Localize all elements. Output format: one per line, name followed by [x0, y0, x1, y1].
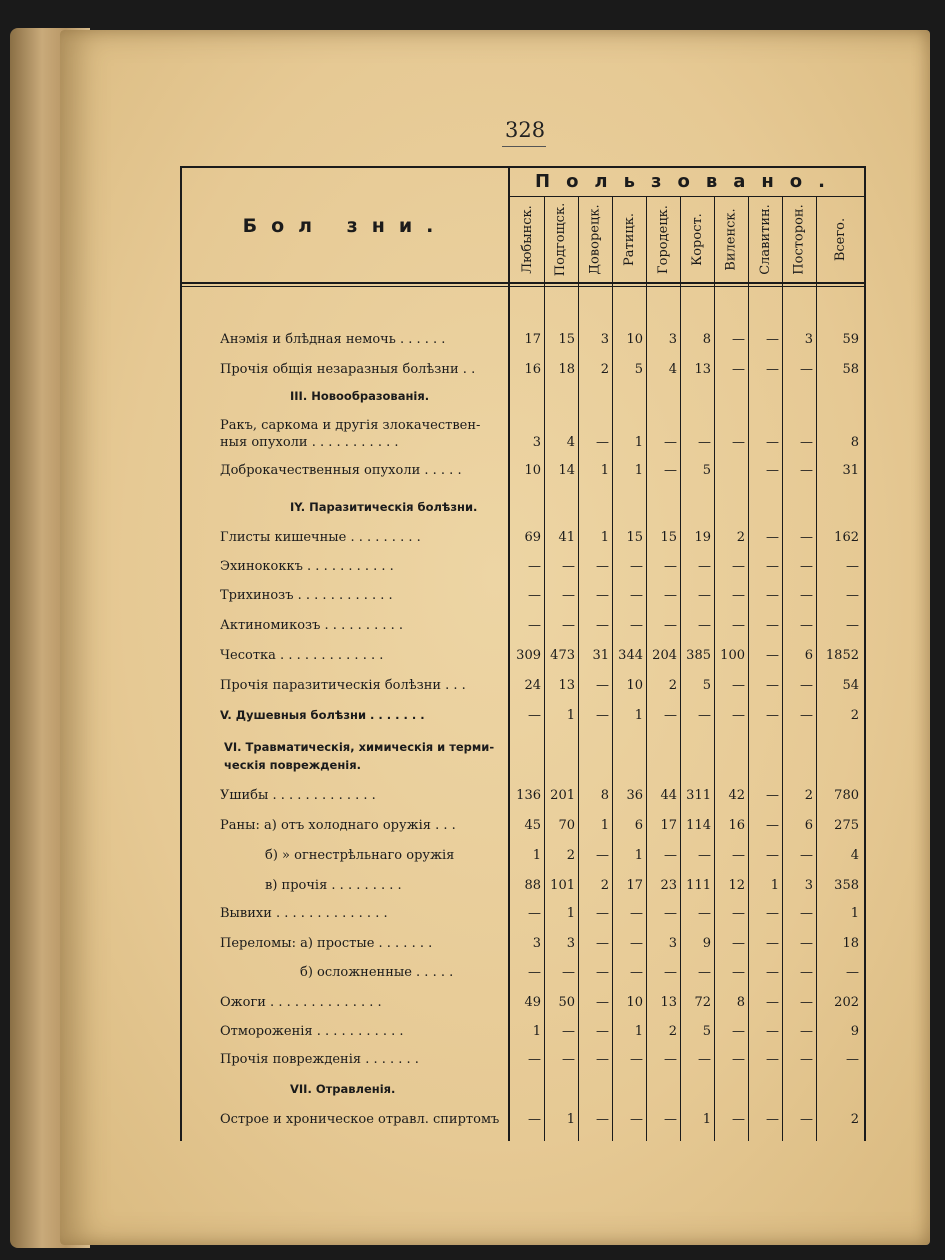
value-cell: —	[766, 906, 779, 921]
value-cell: —	[732, 588, 745, 603]
value-cell: 3	[804, 878, 813, 893]
value-cell: 72	[694, 995, 711, 1010]
value-cell: 18	[558, 362, 575, 377]
value-cell: 3	[532, 936, 541, 951]
row-label: Чесотка . . . . . . . . . . . . .	[220, 648, 384, 663]
value-cell: 2	[600, 362, 609, 377]
value-cell: —	[732, 618, 745, 633]
value-cell: 2	[668, 1024, 677, 1039]
value-cell: —	[800, 708, 813, 723]
page-number: 328	[505, 118, 546, 142]
value-cell: 2	[668, 678, 677, 693]
value-cell: 1	[600, 530, 609, 545]
value-cell: —	[766, 965, 779, 980]
value-cell: —	[630, 906, 643, 921]
column-header-label: Ратицк.	[621, 212, 637, 266]
row-label: Прочія поврежденія . . . . . . .	[220, 1052, 419, 1067]
value-cell: —	[528, 1112, 541, 1127]
value-cell: —	[528, 1052, 541, 1067]
value-cell: 49	[524, 995, 541, 1010]
statistics-table	[180, 166, 866, 1141]
value-cell: 6	[804, 818, 813, 833]
row-label: Трихинозъ . . . . . . . . . . . .	[220, 588, 393, 603]
value-cell: —	[630, 1052, 643, 1067]
value-cell: —	[630, 618, 643, 633]
page-number-rule	[502, 146, 546, 147]
column-header-label: Всего.	[833, 217, 849, 261]
row-label: Эхинококкъ . . . . . . . . . . .	[220, 559, 394, 574]
column-header	[748, 196, 782, 282]
value-cell: —	[732, 965, 745, 980]
value-cell: 15	[558, 332, 575, 347]
value-cell: —	[596, 1024, 609, 1039]
column-header-label: Посторон.	[791, 203, 807, 275]
value-cell: —	[732, 435, 745, 450]
value-cell: —	[596, 995, 609, 1010]
total-cell: 202	[834, 995, 859, 1010]
total-cell: 8	[850, 435, 859, 450]
row-label-line2: ныя опухоли . . . . . . . . . . .	[220, 435, 399, 450]
value-cell: 16	[524, 362, 541, 377]
value-cell: 1	[634, 1024, 643, 1039]
column-header-label: Виленск.	[723, 207, 739, 271]
header-bottom-rule	[180, 282, 866, 284]
value-cell: —	[766, 1052, 779, 1067]
section-heading: VI. Травматическія, химическія и терми-	[224, 740, 495, 754]
value-cell: 2	[566, 848, 575, 863]
value-cell: —	[698, 1052, 711, 1067]
value-cell: 88	[524, 878, 541, 893]
value-cell: —	[766, 1112, 779, 1127]
total-cell: —	[846, 1052, 859, 1067]
total-cell: 162	[834, 530, 859, 545]
value-cell: —	[800, 530, 813, 545]
value-cell: —	[766, 435, 779, 450]
table-right-rule	[864, 166, 866, 1141]
value-cell: 50	[558, 995, 575, 1010]
value-cell: —	[596, 559, 609, 574]
value-cell: —	[800, 618, 813, 633]
value-cell: 5	[702, 1024, 711, 1039]
value-cell: —	[800, 559, 813, 574]
total-cell: 9	[850, 1024, 859, 1039]
column-header-label: Славитин.	[757, 203, 773, 275]
value-cell: —	[766, 559, 779, 574]
value-cell: —	[766, 588, 779, 603]
value-cell: —	[800, 362, 813, 377]
value-cell: 6	[634, 818, 643, 833]
value-cell: —	[766, 788, 779, 803]
column-header-label: Любынск.	[519, 204, 535, 274]
value-cell: —	[766, 848, 779, 863]
total-cell: 4	[850, 848, 859, 863]
value-cell: 204	[652, 648, 677, 663]
column-header	[680, 196, 714, 282]
value-cell: —	[732, 1112, 745, 1127]
value-cell: 201	[550, 788, 575, 803]
value-cell: —	[664, 588, 677, 603]
value-cell: —	[800, 848, 813, 863]
value-cell: —	[800, 463, 813, 478]
value-cell: 3	[532, 435, 541, 450]
row-label: Отмороженія . . . . . . . . . . .	[220, 1024, 404, 1039]
value-cell: 17	[626, 878, 643, 893]
value-cell: —	[528, 559, 541, 574]
value-cell: 1	[532, 848, 541, 863]
value-cell: —	[596, 965, 609, 980]
value-cell: 5	[634, 362, 643, 377]
section-heading-line2: ческія поврежденія.	[224, 758, 361, 772]
label-column-rule	[508, 166, 510, 1141]
value-cell: —	[732, 708, 745, 723]
value-cell: 5	[702, 463, 711, 478]
value-cell: —	[698, 906, 711, 921]
value-cell: 10	[626, 995, 643, 1010]
value-cell: 8	[702, 332, 711, 347]
column-header	[714, 196, 748, 282]
value-cell: —	[630, 588, 643, 603]
value-cell: 1	[634, 848, 643, 863]
value-cell: 8	[736, 995, 745, 1010]
value-cell: —	[732, 1024, 745, 1039]
row-label: Ожоги . . . . . . . . . . . . . .	[220, 995, 382, 1010]
value-cell: —	[800, 906, 813, 921]
diseases-header	[180, 176, 510, 276]
value-cell: 1	[532, 1024, 541, 1039]
value-cell: 10	[524, 463, 541, 478]
value-cell: 6	[804, 648, 813, 663]
value-cell: 17	[660, 818, 677, 833]
value-cell: 9	[702, 936, 711, 951]
value-cell: —	[562, 618, 575, 633]
value-cell: 2	[804, 788, 813, 803]
section-heading: III. Новообразованія.	[290, 389, 430, 403]
value-cell: 14	[558, 463, 575, 478]
value-cell: 69	[524, 530, 541, 545]
value-cell: —	[800, 1052, 813, 1067]
value-cell: 2	[736, 530, 745, 545]
total-cell: 275	[834, 818, 859, 833]
value-cell: 8	[600, 788, 609, 803]
value-cell: —	[630, 965, 643, 980]
value-cell: 1	[566, 708, 575, 723]
value-cell: —	[664, 559, 677, 574]
value-cell: —	[596, 678, 609, 693]
value-cell: —	[766, 362, 779, 377]
value-cell: —	[664, 965, 677, 980]
value-cell: —	[596, 618, 609, 633]
total-cell: —	[846, 965, 859, 980]
value-cell: 31	[592, 648, 609, 663]
value-cell: —	[698, 848, 711, 863]
value-cell: —	[766, 1024, 779, 1039]
value-cell: —	[562, 1052, 575, 1067]
value-cell: —	[596, 906, 609, 921]
value-cell: —	[698, 588, 711, 603]
used-group-header: Пользовано.	[535, 170, 841, 192]
total-cell: 2	[850, 708, 859, 723]
column-header	[782, 196, 816, 282]
column-header	[816, 196, 866, 282]
value-cell: 473	[550, 648, 575, 663]
value-cell: 3	[804, 332, 813, 347]
value-cell: —	[766, 530, 779, 545]
value-cell: —	[766, 936, 779, 951]
value-cell: —	[596, 936, 609, 951]
section-heading: VII. Отравленія.	[290, 1082, 396, 1096]
value-cell: 17	[524, 332, 541, 347]
value-cell: —	[698, 708, 711, 723]
value-cell: 15	[660, 530, 677, 545]
value-cell: 16	[728, 818, 745, 833]
row-label: Ушибы . . . . . . . . . . . . .	[220, 788, 376, 803]
value-cell: —	[732, 332, 745, 347]
value-cell: —	[766, 995, 779, 1010]
value-cell: —	[698, 618, 711, 633]
value-cell: —	[664, 618, 677, 633]
value-cell: 23	[660, 878, 677, 893]
value-cell: 114	[686, 818, 711, 833]
column-header-label: Городецк.	[655, 204, 671, 274]
section-heading: IY. Паразитическія болѣзни.	[290, 500, 478, 514]
value-cell: 4	[566, 435, 575, 450]
row-label: Прочія паразитическія болѣзни . . .	[220, 678, 466, 693]
value-cell: 5	[702, 678, 711, 693]
value-cell: 2	[600, 878, 609, 893]
value-cell: 4	[668, 362, 677, 377]
row-label: б) » огнестрѣльнаго оружія	[265, 848, 455, 863]
value-cell: 13	[694, 362, 711, 377]
row-label: Вывихи . . . . . . . . . . . . . .	[220, 906, 388, 921]
value-cell: —	[800, 1024, 813, 1039]
total-cell: 1852	[825, 648, 859, 663]
value-cell: 1	[600, 818, 609, 833]
value-cell: 309	[516, 648, 541, 663]
value-cell: 10	[626, 678, 643, 693]
row-label: б) осложненные . . . . .	[300, 965, 454, 980]
value-cell: —	[596, 588, 609, 603]
value-cell: —	[562, 559, 575, 574]
value-cell: 10	[626, 332, 643, 347]
value-cell: 45	[524, 818, 541, 833]
value-cell: 1	[770, 878, 779, 893]
value-cell: 3	[668, 332, 677, 347]
value-cell: —	[528, 618, 541, 633]
value-cell: —	[766, 332, 779, 347]
row-label: V. Душевныя болѣзни . . . . . . .	[220, 708, 425, 722]
value-cell: 311	[686, 788, 711, 803]
total-cell: 31	[842, 463, 859, 478]
value-cell: —	[732, 1052, 745, 1067]
value-cell: 13	[558, 678, 575, 693]
value-cell: —	[766, 618, 779, 633]
value-cell: —	[596, 1052, 609, 1067]
value-cell: —	[596, 435, 609, 450]
total-cell: —	[846, 559, 859, 574]
value-cell: —	[732, 936, 745, 951]
value-cell: —	[562, 588, 575, 603]
value-cell: —	[596, 848, 609, 863]
value-cell: —	[766, 648, 779, 663]
value-cell: 1	[566, 1112, 575, 1127]
column-header-label: Корост.	[689, 212, 705, 266]
column-header	[578, 196, 612, 282]
value-cell: 1	[634, 435, 643, 450]
value-cell: —	[528, 588, 541, 603]
row-label: Раны: а) отъ холоднаго оружія . . .	[220, 818, 456, 833]
header-double-rule	[180, 286, 866, 287]
value-cell: —	[664, 463, 677, 478]
value-cell: 100	[720, 648, 745, 663]
value-cell: —	[528, 965, 541, 980]
row-label: Острое и хроническое отравл. спиртомъ	[220, 1112, 500, 1127]
row-label: Анэмія и блѣдная немочь . . . . . .	[220, 332, 446, 347]
value-cell: —	[698, 559, 711, 574]
value-cell: —	[664, 848, 677, 863]
value-cell: —	[664, 906, 677, 921]
total-cell: —	[846, 588, 859, 603]
value-cell: 344	[618, 648, 643, 663]
total-cell: 59	[842, 332, 859, 347]
value-cell: —	[800, 995, 813, 1010]
value-cell: 13	[660, 995, 677, 1010]
value-cell: 385	[686, 648, 711, 663]
column-header-label: Подгощск.	[553, 202, 569, 276]
value-cell: —	[800, 588, 813, 603]
value-cell: 15	[626, 530, 643, 545]
value-cell: 36	[626, 788, 643, 803]
value-cell: —	[800, 435, 813, 450]
value-cell: —	[698, 435, 711, 450]
value-cell: 1	[566, 906, 575, 921]
value-cell: 44	[660, 788, 677, 803]
total-cell: 358	[834, 878, 859, 893]
value-cell: —	[596, 1112, 609, 1127]
column-header	[612, 196, 646, 282]
value-cell: —	[528, 906, 541, 921]
value-cell: —	[664, 1112, 677, 1127]
row-label: Переломы: а) простые . . . . . . .	[220, 936, 433, 951]
total-cell: 58	[842, 362, 859, 377]
value-cell: 3	[600, 332, 609, 347]
column-header	[646, 196, 680, 282]
value-cell: 70	[558, 818, 575, 833]
row-label: Глисты кишечные . . . . . . . . .	[220, 530, 421, 545]
value-cell: 111	[686, 878, 711, 893]
value-cell: —	[766, 708, 779, 723]
value-cell: 136	[516, 788, 541, 803]
value-cell: 3	[668, 936, 677, 951]
value-cell: —	[732, 362, 745, 377]
value-cell: —	[732, 848, 745, 863]
value-cell: —	[664, 435, 677, 450]
value-cell: —	[562, 1024, 575, 1039]
value-cell: —	[698, 965, 711, 980]
row-label: Доброкачественныя опухоли . . . . .	[220, 463, 462, 478]
column-header-label: Доворецк.	[587, 203, 603, 275]
value-cell: —	[766, 818, 779, 833]
value-cell: —	[800, 678, 813, 693]
value-cell: —	[732, 678, 745, 693]
value-cell: —	[732, 906, 745, 921]
table-title: Бол зни.	[242, 215, 448, 237]
value-cell: —	[630, 559, 643, 574]
total-cell: 780	[834, 788, 859, 803]
total-cell: 54	[842, 678, 859, 693]
value-cell: —	[562, 965, 575, 980]
value-cell: 101	[550, 878, 575, 893]
value-cell: 1	[634, 708, 643, 723]
value-cell: —	[766, 463, 779, 478]
value-cell: 3	[566, 936, 575, 951]
value-cell: —	[766, 678, 779, 693]
column-header	[544, 196, 578, 282]
total-cell: 18	[842, 936, 859, 951]
value-cell: 12	[728, 878, 745, 893]
total-cell: 2	[850, 1112, 859, 1127]
value-cell: —	[664, 1052, 677, 1067]
row-label: Ракъ, саркома и другія злокачествен-	[220, 418, 481, 433]
value-cell: 41	[558, 530, 575, 545]
value-cell: —	[630, 1112, 643, 1127]
value-cell: —	[630, 936, 643, 951]
value-cell: 19	[694, 530, 711, 545]
row-label: в) прочія . . . . . . . . .	[265, 878, 402, 893]
value-cell: —	[800, 1112, 813, 1127]
table-left-rule	[180, 166, 182, 1141]
total-cell: —	[846, 618, 859, 633]
total-cell: 1	[850, 906, 859, 921]
row-label: Актиномикозъ . . . . . . . . . .	[220, 618, 404, 633]
value-cell: 1	[702, 1112, 711, 1127]
value-cell: —	[596, 708, 609, 723]
value-cell: 24	[524, 678, 541, 693]
column-header	[510, 196, 544, 282]
value-cell: —	[800, 965, 813, 980]
value-cell: 1	[634, 463, 643, 478]
value-cell: 1	[600, 463, 609, 478]
value-cell: 42	[728, 788, 745, 803]
value-cell: —	[664, 708, 677, 723]
value-cell: —	[732, 559, 745, 574]
value-cell: —	[528, 708, 541, 723]
value-cell: —	[800, 936, 813, 951]
row-label: Прочія общія незаразныя болѣзни . .	[220, 362, 476, 377]
